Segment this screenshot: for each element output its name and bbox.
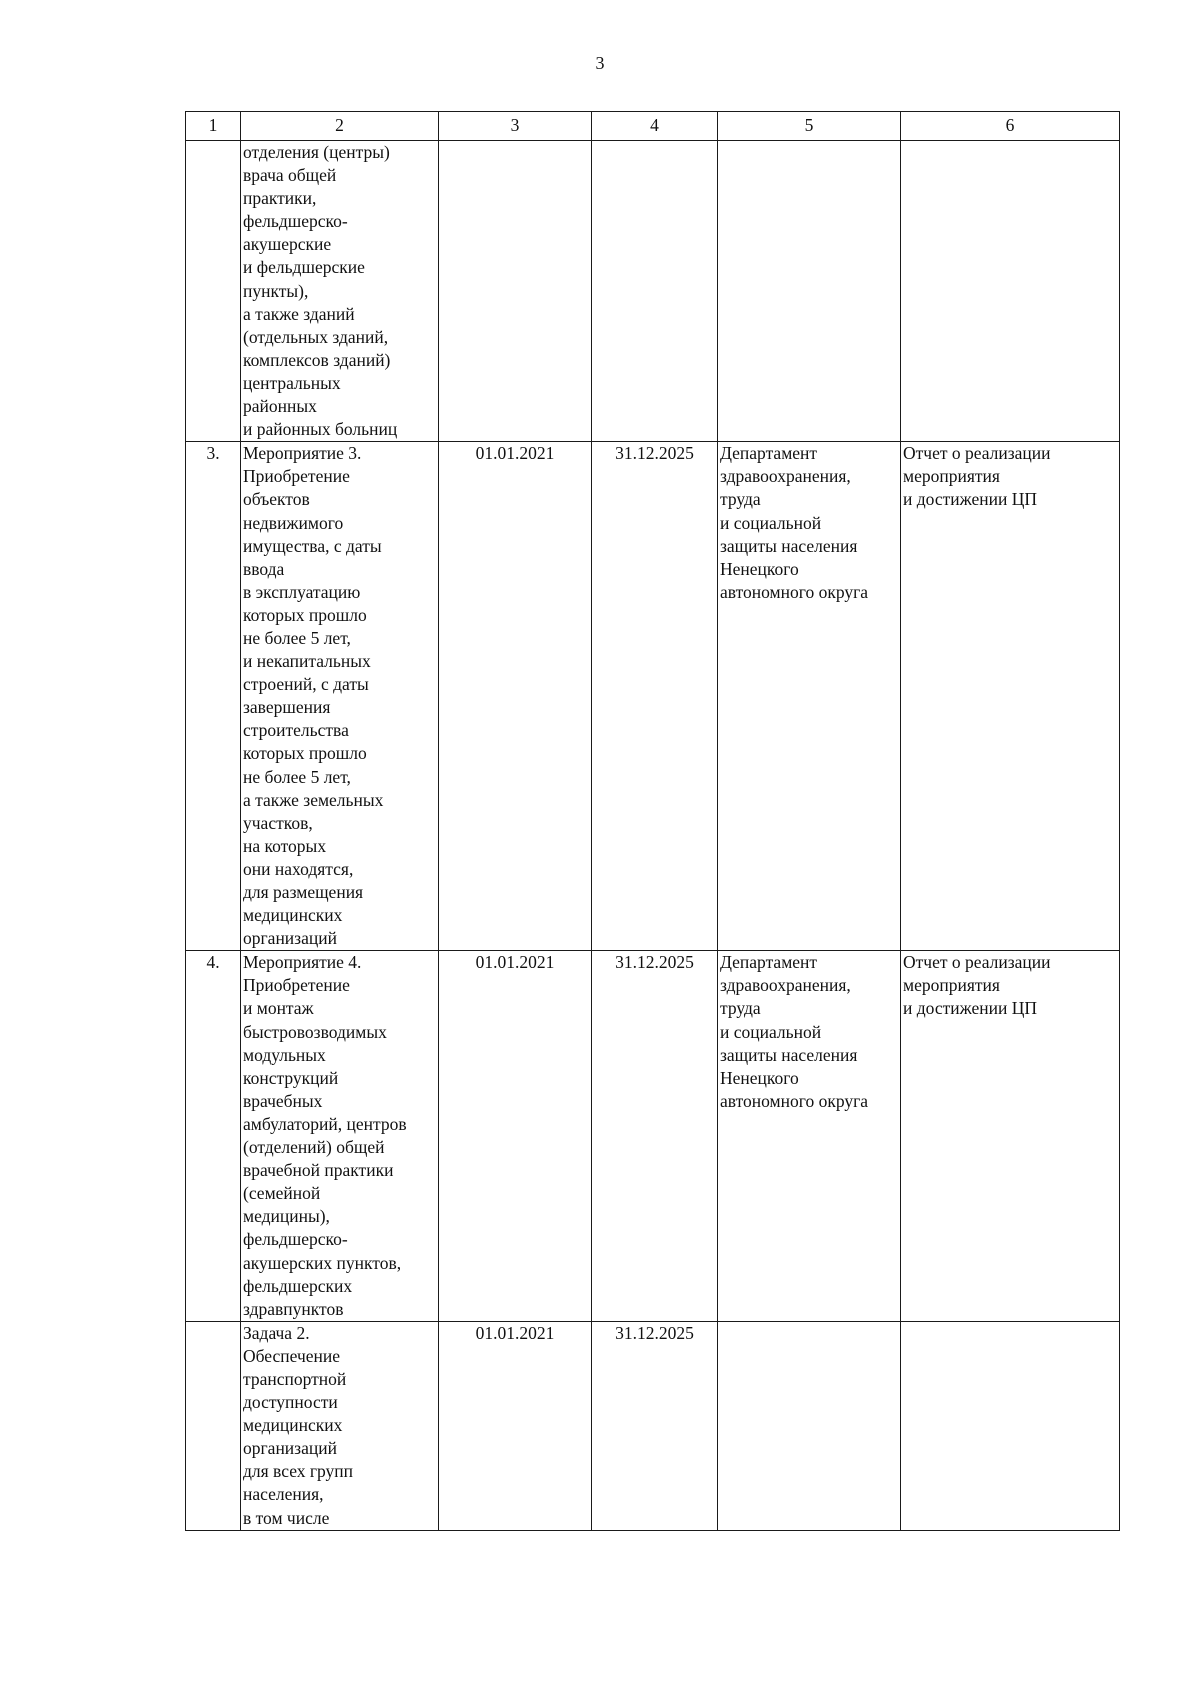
expected-result: Отчет о реализации мероприятия и достижении ЦП [901, 442, 1120, 951]
start-date: 01.01.2021 [439, 1321, 592, 1530]
column-header-2: 2 [241, 112, 439, 141]
row-number: 4. [186, 951, 241, 1322]
table-row [186, 141, 1120, 442]
column-header-1: 1 [186, 112, 241, 141]
responsible-executor: Департамент здравоохранения, труда и социальной защиты населения Ненецкого автономного округа [718, 442, 901, 951]
activity-name: отделения (центры) врача общей практики, фельдшерско- акушерские и фельдшерские пункты), а также зданий (отдельных зданий, комплексов зданий) центральных районных и районных больниц [241, 141, 439, 442]
header-row [186, 112, 1120, 141]
column-header-3: 3 [439, 112, 592, 141]
expected-result [901, 1321, 1120, 1530]
page-number: 3 [595, 53, 605, 73]
row-number [186, 141, 241, 442]
activity-name: Мероприятие 3. Приобретение объектов недвижимого имущества, с даты ввода в эксплуатацию которых прошло не более 5 лет, и некапитальных строений, с даты завершения строительства которых прошло не более 5 лет, а также земельных участков, на которых они находятся, для размещения медицинских организаций [241, 442, 439, 951]
column-header-4: 4 [592, 112, 718, 141]
table-row [186, 442, 1120, 951]
column-header-5: 5 [718, 112, 901, 141]
end-date: 31.12.2025 [592, 442, 718, 951]
expected-result: Отчет о реализации мероприятия и достижении ЦП [901, 951, 1120, 1322]
end-date: 31.12.2025 [592, 951, 718, 1322]
responsible-executor: Департамент здравоохранения, труда и социальной защиты населения Ненецкого автономного округа [718, 951, 901, 1322]
start-date: 01.01.2021 [439, 442, 592, 951]
activities-table [185, 111, 1120, 1531]
column-header-6: 6 [901, 112, 1120, 141]
end-date [592, 141, 718, 442]
expected-result [901, 141, 1120, 442]
row-number: 3. [186, 442, 241, 951]
responsible-executor [718, 1321, 901, 1530]
start-date: 01.01.2021 [439, 951, 592, 1322]
responsible-executor [718, 141, 901, 442]
end-date: 31.12.2025 [592, 1321, 718, 1530]
row-number [186, 1321, 241, 1530]
activity-name: Мероприятие 4. Приобретение и монтаж быстровозводимых модульных конструкций врачебных амбулаторий, центров (отделений) общей врачебной практики (семейной медицины), фельдшерско- акушерских пунктов, фельдшерских здравпунктов [241, 951, 439, 1322]
activity-name: Задача 2. Обеспечение транспортной доступности медицинских организаций для всех групп населения, в том числе [241, 1321, 439, 1530]
table-row [186, 951, 1120, 1322]
table-row [186, 1321, 1120, 1530]
start-date [439, 141, 592, 442]
